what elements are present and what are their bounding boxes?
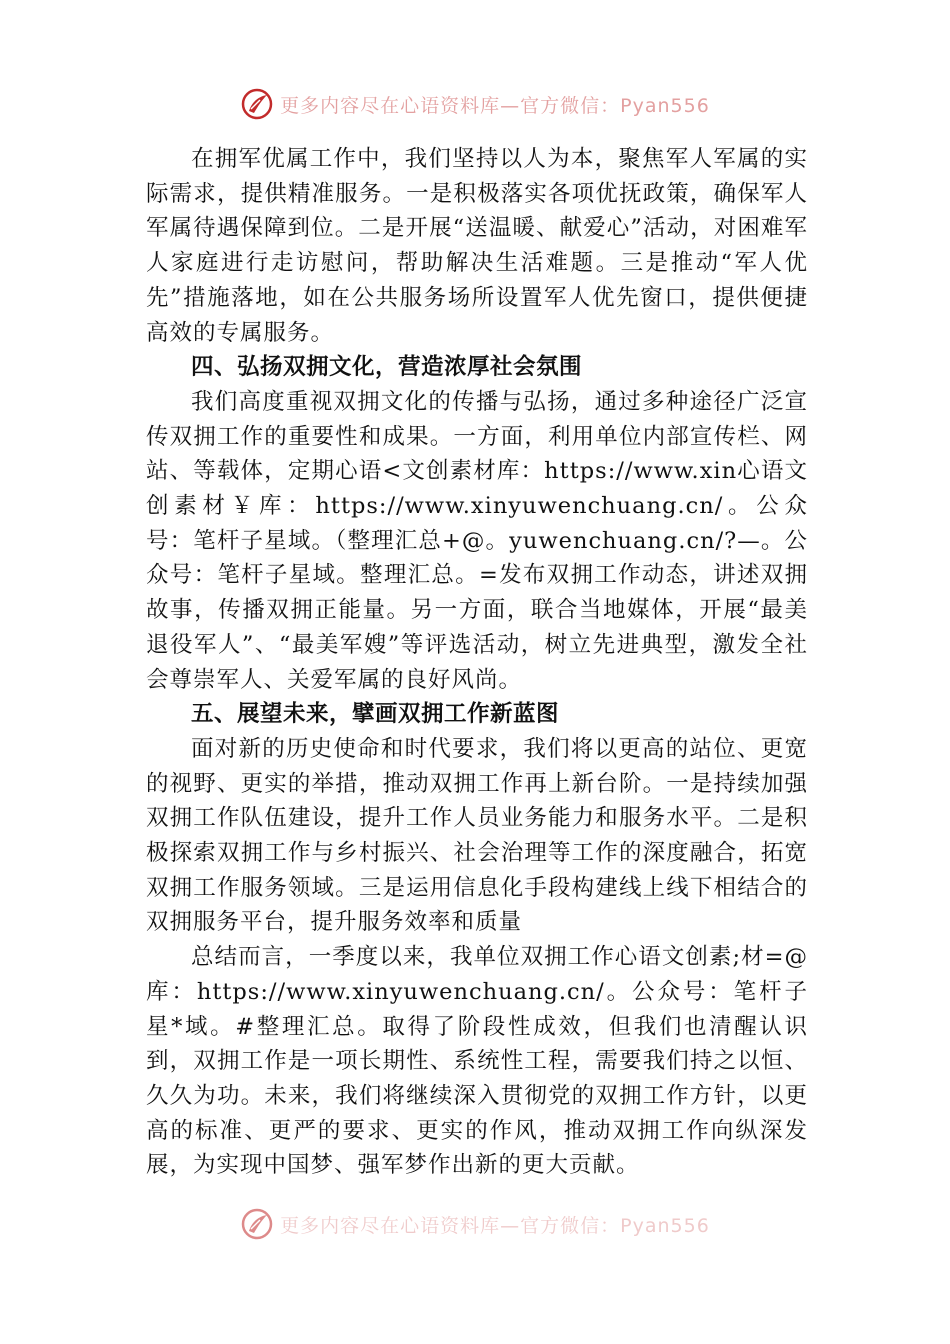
watermark-text: 更多内容尽在心语资料库—官方微信：Pyan556 (280, 94, 710, 117)
paragraph-culture: 我们高度重视双拥文化的传播与弘扬，通过多种途径广泛宣传双拥工作的重要性和成果。一方面，利用单位内部宣传栏、网站、等载体，定期心语<文创素材库：https://www.xin心语文创素材￥库：https://www.xinyuwenchuang.cn/。公众号：笔杆子星域。（整理汇总+@。yuwenchuang.cn/?—。公众号：笔杆子星域。整理汇总。=发布双拥工作动态，讲述双拥故事，传播双拥正能量。另一方面，联合当地媒体，开展“最美退役军人”、“最美军嫂”等评选活动，树立先进典型，激发全社会尊崇军人、关爱军属的良好风尚。 (146, 388, 808, 693)
watermark-text: 更多内容尽在心语资料库—官方微信：Pyan556 (280, 1214, 710, 1237)
section-heading-future: 五、展望未来，擘画双拥工作新蓝图 (191, 701, 560, 728)
paragraph-support-families: 在拥军优属工作中，我们坚持以人为本，聚焦军人军属的实际需求，提供精准服务。一是积极落实各项优抚政策，确保军人军属待遇保障到位。二是开展“送温暖、献爱心”活动，对困难军人家庭进行走访慰问，帮助解决生活难题。三是推动“军人优先”措施落地，如在公共服务场所设置军人优先窗口，提供便捷高效的专属服务。 (146, 146, 808, 346)
watermark-logo-icon (240, 1207, 274, 1241)
document-body (146, 142, 808, 1183)
watermark-footer (0, 1204, 950, 1244)
watermark-header (0, 84, 950, 124)
paragraph-summary: 总结而言，一季度以来，我单位双拥工作心语文创素;材=@库：https://www.xinyuwenchuang.cn/。公众号：笔杆子星*域。#整理汇总。取得了阶段性成效，但我们也清醒认识到，双拥工作是一项长期性、系统性工程，需要我们持之以恒、久久为功。未来，我们将继续深入贯彻党的双拥工作方针，以更高的标准、更严的要求、更实的作风，推动双拥工作向纵深发展，为实现中国梦、强军梦作出新的更大贡献。 (146, 944, 808, 1179)
paragraph-future: 面对新的历史使命和时代要求，我们将以更高的站位、更宽的视野、更实的举措，推动双拥工作再上新台阶。一是持续加强双拥工作队伍建设，提升工作人员业务能力和服务水平。二是积极探索双拥工作与乡村振兴、社会治理等工作的深度融合，拓宽双拥工作服务领域。三是运用信息化手段构建线上线下相结合的双拥服务平台，提升服务效率和质量 (146, 735, 808, 936)
section-heading-culture: 四、弘扬双拥文化，营造浓厚社会氛围 (191, 354, 583, 381)
watermark-logo-icon (240, 87, 274, 121)
